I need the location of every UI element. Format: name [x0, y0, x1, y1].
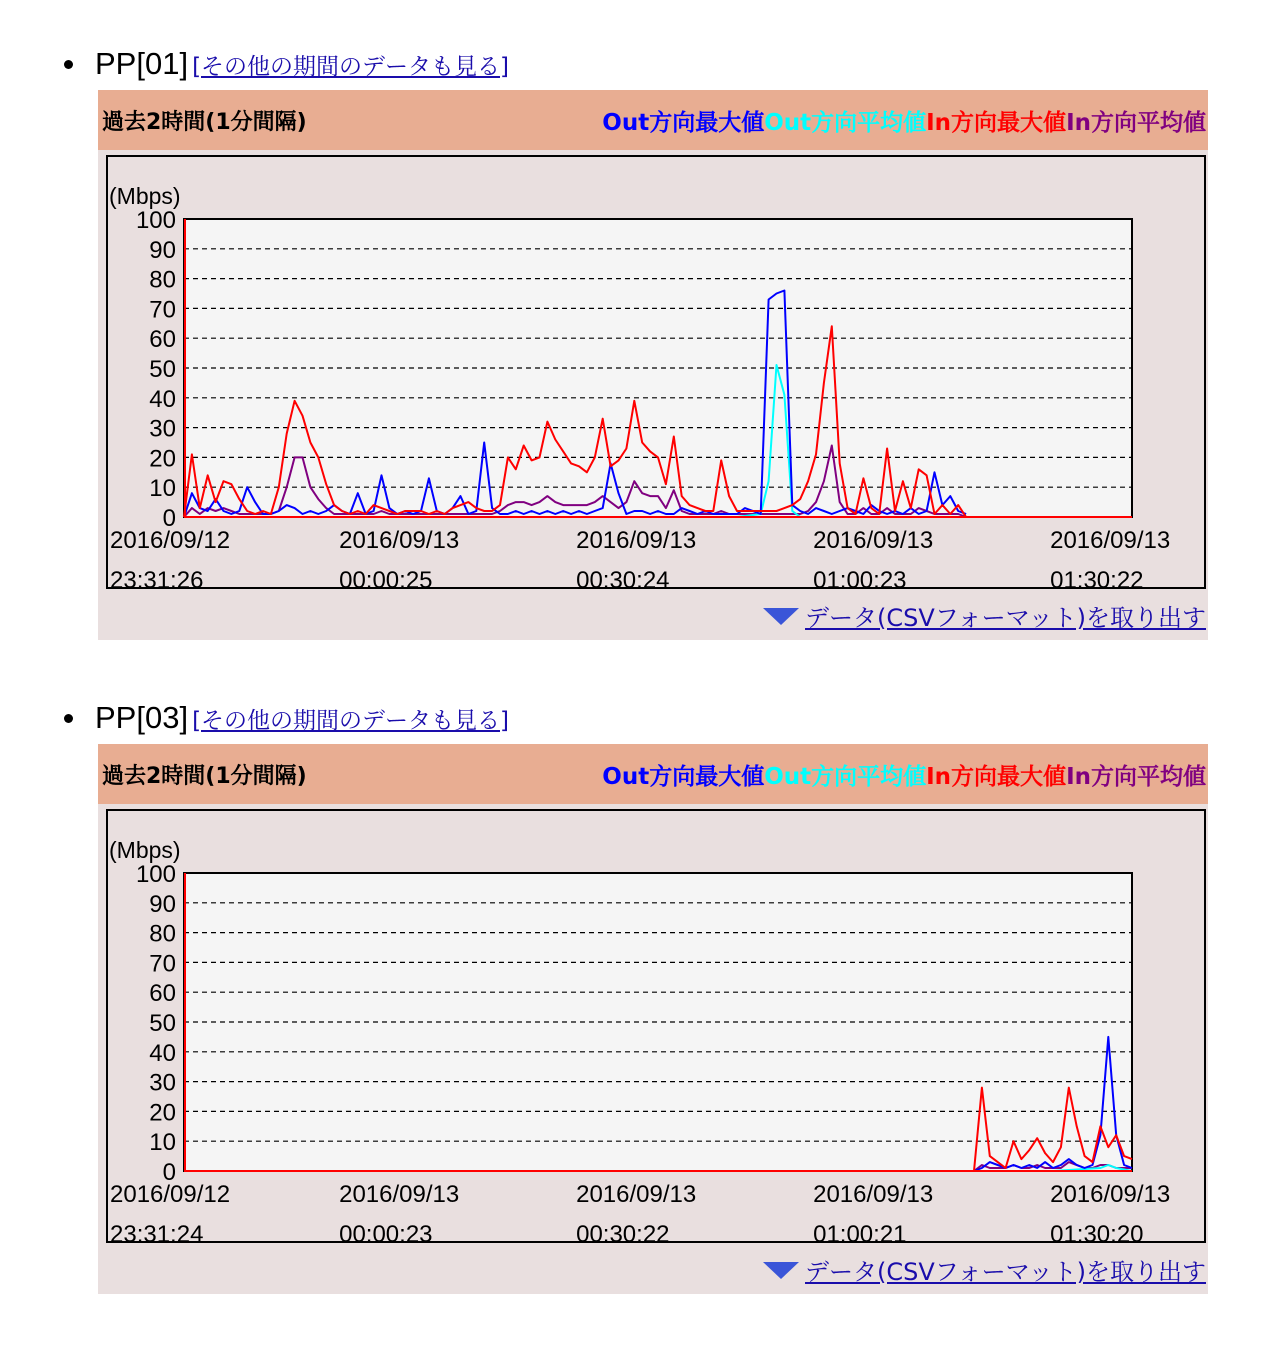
y-tick-label: 0 — [162, 1159, 176, 1186]
x-tick-date: 2016/09/13 — [339, 527, 460, 554]
legend-out-max: Out方向最大値 — [602, 763, 765, 790]
graph-title-bar — [98, 744, 1208, 804]
y-tick-label: 0 — [162, 505, 176, 532]
legend-in-max: In方向最大値 — [926, 109, 1067, 136]
y-tick-label: 20 — [149, 1099, 176, 1127]
legend-out-avg: Out方向平均値 — [764, 763, 927, 790]
y-tick-label: 60 — [149, 326, 176, 354]
legend-in-max: In方向最大値 — [926, 763, 1067, 790]
x-tick-time: 00:00:25 — [339, 567, 433, 594]
x-tick-time: 01:00:21 — [813, 1221, 907, 1248]
legend-in-avg: In方向平均値 — [1066, 109, 1206, 136]
y-tick-label: 60 — [149, 980, 176, 1008]
y-tick-label: 70 — [149, 950, 176, 978]
other-periods-link[interactable]: [その他の期間のデータも見る] — [192, 707, 510, 734]
y-tick-label: 10 — [149, 475, 176, 503]
legend — [602, 758, 1206, 791]
section-heading — [64, 44, 509, 84]
y-tick-label: 90 — [149, 890, 176, 918]
interface-name: PP[01] — [95, 46, 189, 81]
csv-download-link[interactable]: データ(CSVフォーマット)を取り出す — [805, 604, 1206, 632]
y-tick-label: 90 — [149, 236, 176, 264]
y-tick-label: 30 — [149, 415, 176, 443]
x-tick-date: 2016/09/13 — [1050, 527, 1171, 554]
x-tick-time: 01:30:20 — [1050, 1221, 1144, 1248]
other-periods-link[interactable]: [その他の期間のデータも見る] — [192, 53, 510, 80]
y-tick-label: 50 — [149, 356, 176, 383]
triangle-down-icon[interactable] — [763, 606, 799, 626]
triangle-down-icon[interactable] — [763, 1260, 799, 1280]
csv-download-link[interactable]: データ(CSVフォーマット)を取り出す — [805, 1258, 1206, 1286]
chart-panel — [98, 804, 1208, 1294]
bullet-icon — [64, 60, 73, 69]
traffic-chart-pp03 — [98, 804, 1208, 1294]
x-tick-date: 2016/09/13 — [813, 1181, 934, 1208]
x-tick-time: 01:00:23 — [813, 567, 907, 594]
y-axis-unit: (Mbps) — [109, 837, 181, 863]
x-tick-date: 2016/09/13 — [576, 1181, 697, 1208]
x-tick-date: 2016/09/13 — [339, 1181, 460, 1208]
graph-title-bar — [98, 90, 1208, 150]
x-tick-date: 2016/09/13 — [1050, 1181, 1171, 1208]
y-tick-label: 30 — [149, 1069, 176, 1097]
x-tick-date: 2016/09/12 — [110, 527, 231, 554]
y-tick-label: 100 — [135, 207, 176, 234]
y-axis-unit: (Mbps) — [109, 183, 181, 209]
x-tick-time: 00:30:22 — [576, 1221, 670, 1248]
chart-panel — [98, 150, 1208, 640]
legend-in-avg: In方向平均値 — [1066, 763, 1206, 790]
x-tick-time: 23:31:24 — [110, 1221, 204, 1248]
legend-out-max: Out方向最大値 — [602, 109, 765, 136]
x-tick-time: 00:30:24 — [576, 567, 670, 594]
period-label: 過去2時間(1分間隔) — [102, 763, 307, 789]
interface-name: PP[03] — [95, 700, 189, 735]
y-tick-label: 40 — [149, 1039, 176, 1067]
csv-download-row — [763, 1252, 1206, 1287]
period-label: 過去2時間(1分間隔) — [102, 109, 307, 135]
y-tick-label: 70 — [149, 296, 176, 324]
y-tick-label: 80 — [149, 920, 176, 948]
y-tick-label: 80 — [149, 266, 176, 294]
x-tick-date: 2016/09/13 — [576, 527, 697, 554]
y-tick-label: 40 — [149, 385, 176, 413]
x-tick-time: 00:00:23 — [339, 1221, 433, 1248]
y-tick-label: 50 — [149, 1010, 176, 1037]
x-tick-date: 2016/09/12 — [110, 1181, 231, 1208]
x-tick-time: 23:31:26 — [110, 567, 204, 594]
section-heading — [64, 698, 509, 738]
y-tick-label: 20 — [149, 445, 176, 473]
x-tick-date: 2016/09/13 — [813, 527, 934, 554]
x-tick-time: 01:30:22 — [1050, 567, 1144, 594]
y-tick-label: 100 — [135, 861, 176, 888]
legend-out-avg: Out方向平均値 — [764, 109, 927, 136]
traffic-chart-pp01 — [98, 150, 1208, 640]
legend — [602, 104, 1206, 137]
y-tick-label: 10 — [149, 1129, 176, 1157]
csv-download-row — [763, 598, 1206, 633]
bullet-icon — [64, 714, 73, 723]
